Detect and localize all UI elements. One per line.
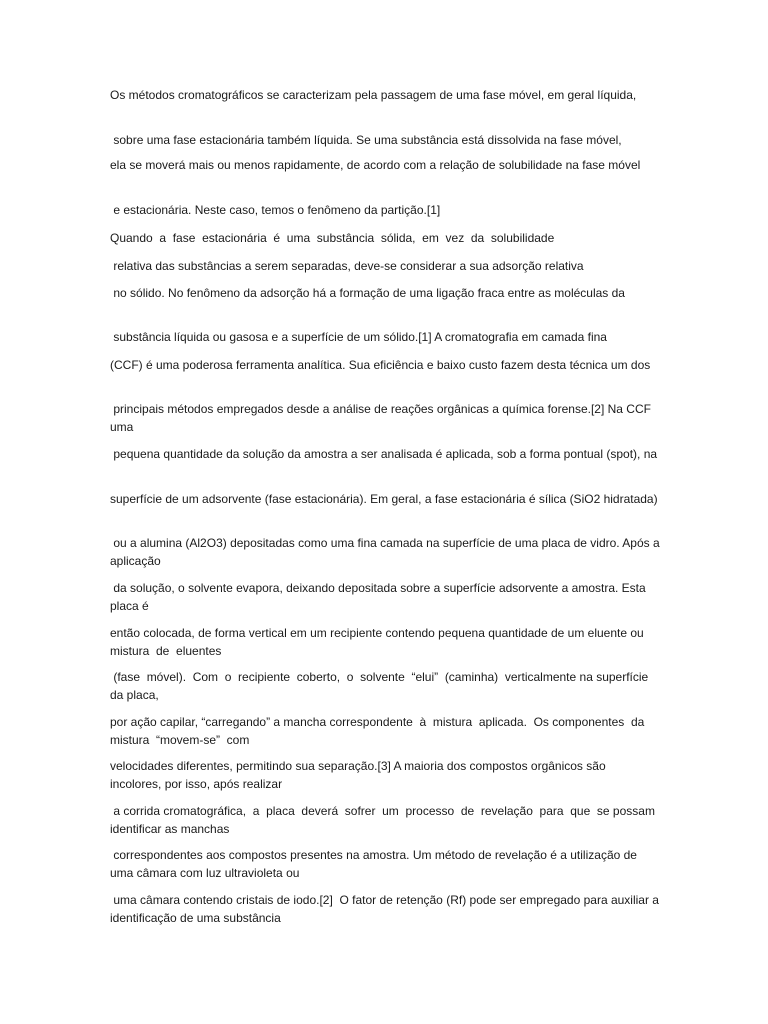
paragraph-18: velocidades diferentes, permitindo sua separação.[3] A maioria dos compostos orgânicos são incolores, por isso, após realizar xyxy=(110,759,609,791)
paragraph-21: uma câmara contendo cristais de iodo.[2] O fator de retenção (Rf) pode ser empregado para auxiliar a identificação de uma substância xyxy=(110,893,663,925)
paragraph-14: da solução, o solvente evapora, deixando depositada sobre a superfície adsorvente a amostra. Esta placa é xyxy=(110,581,650,613)
paragraph-11: pequena quantidade da solução da amostra a ser analisada é aplicada, sob a forma pontual (spot), na xyxy=(110,447,658,461)
paragraph-1: Os métodos cromatográficos se caracterizam pela passagem de uma fase móvel, em geral líquida, xyxy=(110,88,637,102)
paragraph-17: por ação capilar, “carregando” a mancha correspondente à mistura aplicada. Os componentes da mistura “movem-se” com xyxy=(110,715,651,747)
paragraph-12: superfície de um adsorvente (fase estacionária). Em geral, a fase estacionária é sílica (SiO2 hidratada) xyxy=(110,492,658,506)
paragraph-13: ou a alumina (Al2O3) depositadas como uma fina camada na superfície de uma placa de vidro. Após a aplicação xyxy=(110,536,664,568)
paragraph-20: correspondentes aos compostos presentes na amostra. Um método de revelação é a utilização de uma câmara com luz ultravioleta ou xyxy=(110,848,641,880)
paragraph-3: ela se moverá mais ou menos rapidamente, de acordo com a relação de solubilidade na fase móvel xyxy=(110,158,641,172)
paragraph-19: a corrida cromatográfica, a placa deverá sofrer um processo de revelação para que se possam identificar as manchas xyxy=(110,804,659,836)
paragraph-16: (fase móvel). Com o recipiente coberto, o solvente “elui” (caminha) verticalmente na superfície da placa, xyxy=(110,670,652,702)
paragraph-4: e estacionária. Neste caso, temos o fenômeno da partição.[1] xyxy=(110,203,441,217)
paragraph-2: sobre uma fase estacionária também líquida. Se uma substância está dissolvida na fase móvel, xyxy=(110,133,622,147)
paragraph-5: Quando a fase estacionária é uma substância sólida, em vez da solubilidade xyxy=(110,231,555,245)
paragraph-9: (CCF) é uma poderosa ferramenta analítica. Sua eficiência e baixo custo fazem desta técnica um dos xyxy=(110,358,651,372)
paragraph-7: no sólido. No fenômeno da adsorção há a formação de uma ligação fraca entre as moléculas da xyxy=(110,286,625,300)
paragraph-8: substância líquida ou gasosa e a superfície de um sólido.[1] A cromatografia em camada fina xyxy=(110,330,607,344)
paragraph-6: relativa das substâncias a serem separadas, deve-se considerar a sua adsorção relativa xyxy=(110,259,584,273)
paragraph-10: principais métodos empregados desde a análise de reações orgânicas a química forense.[2] Na CCF uma xyxy=(110,402,655,434)
paragraph-15: então colocada, de forma vertical em um recipiente contendo pequena quantidade de um eluente ou mistura de eluentes xyxy=(110,626,651,658)
